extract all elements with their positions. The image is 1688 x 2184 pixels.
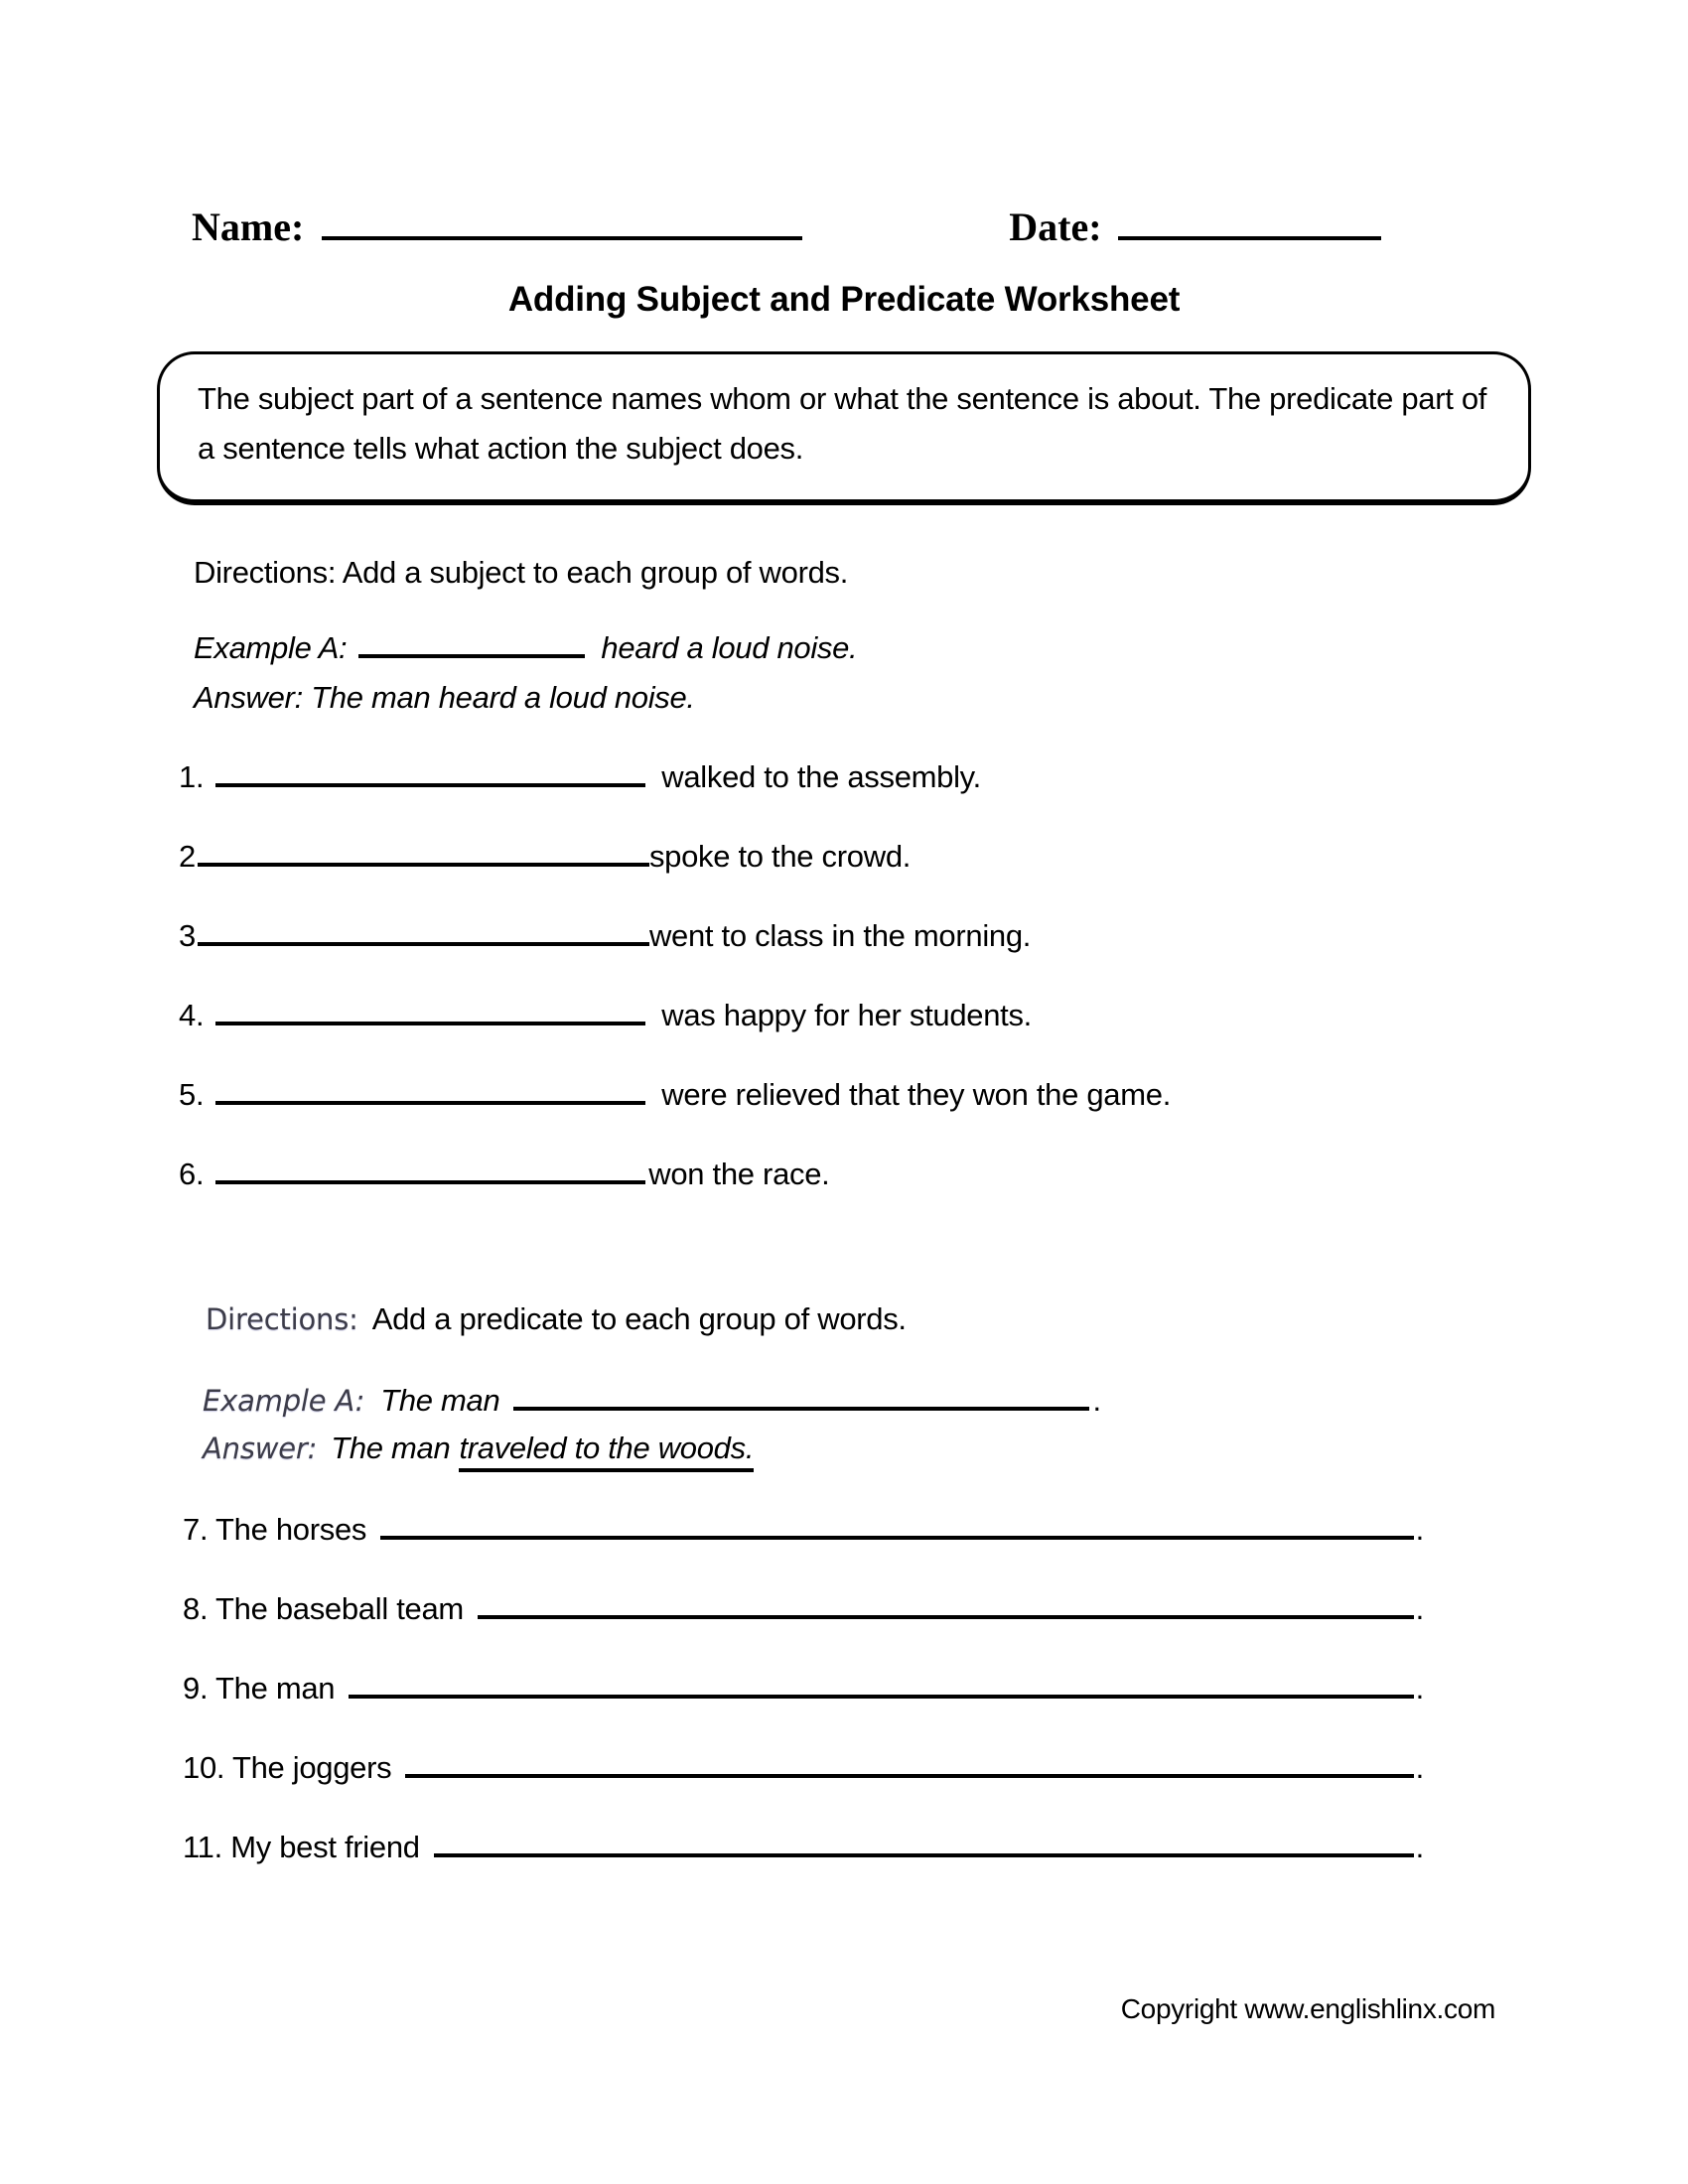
example-a-suffix: heard a loud noise. (601, 630, 858, 666)
item-text: was happy for her students. (661, 998, 1032, 1033)
example-blank (513, 1399, 1089, 1411)
copyright-text: Copyright www.englishlinx.com (1120, 1993, 1495, 2024)
item-label: 8. The baseball team (183, 1591, 464, 1627)
item-blank (405, 1766, 1413, 1778)
item-label: 7. The horses (183, 1512, 367, 1548)
item-text: won the race. (648, 1157, 830, 1192)
worksheet-item-11 (183, 1830, 1424, 1865)
worksheet-item-2 (179, 839, 1688, 875)
section1-directions: Directions: Add a subject to each group of words. (194, 555, 849, 591)
example-a-label: Example A: (203, 1384, 365, 1419)
page-title: Adding Subject and Predicate Worksheet (507, 280, 1181, 319)
item-blank (215, 1172, 645, 1184)
date-label: Date: (1009, 205, 1102, 249)
section2-example-line (203, 1383, 1688, 1419)
worksheet-item-7 (183, 1512, 1424, 1548)
item-number: 1. (179, 759, 205, 795)
worksheet-item-3 (179, 918, 1688, 954)
item-number: 6. (179, 1157, 205, 1192)
item-number: 4. (179, 998, 205, 1033)
example-text: The man (380, 1383, 500, 1419)
item-number: 3 (179, 918, 196, 954)
section1-answer-line: Answer: The man heard a loud noise. (194, 680, 695, 716)
item-blank (198, 855, 649, 867)
item-blank (215, 1093, 645, 1105)
definition-text: The subject part of a sentence names whom or what the sentence is about. The predicate part of a sentence tells what action the subject does. (198, 381, 1487, 467)
worksheet-item-1 (179, 759, 1688, 795)
item-blank (349, 1687, 1413, 1699)
section1-example-line (194, 630, 1688, 666)
item-text: went to class in the morning. (648, 918, 1032, 954)
item-number: 2 (179, 839, 196, 875)
section2-answer-line (203, 1431, 1688, 1472)
item-label: 9. The man (183, 1671, 336, 1706)
worksheet-item-6 (179, 1157, 1688, 1192)
name-label: Name: (192, 205, 305, 249)
answer-underlined-text: traveled to the woods. (459, 1431, 754, 1472)
item-period: . (1415, 1750, 1424, 1786)
item-period: . (1415, 1512, 1424, 1548)
item-number: 5. (179, 1077, 205, 1113)
item-period: . (1415, 1671, 1424, 1706)
item-label: 11. My best friend (183, 1830, 420, 1865)
worksheet-item-10 (183, 1750, 1424, 1786)
item-period: . (1415, 1591, 1424, 1627)
item-period: . (1415, 1830, 1424, 1865)
answer-text: The man (331, 1431, 451, 1466)
section2-directions-text: Add a predicate to each group of words. (371, 1301, 907, 1337)
item-blank (215, 1014, 645, 1025)
item-blank (478, 1607, 1414, 1619)
item-blank (380, 1528, 1414, 1540)
worksheet-item-5 (179, 1077, 1688, 1113)
name-blank (322, 228, 802, 240)
worksheet-item-9 (183, 1671, 1424, 1706)
header (192, 0, 1688, 250)
date-blank (1118, 228, 1381, 240)
section2-directions-label: Directions: (206, 1302, 358, 1337)
item-blank (215, 775, 645, 787)
definition-box (157, 351, 1531, 505)
item-blank (434, 1845, 1414, 1857)
worksheet-item-8 (183, 1591, 1424, 1627)
item-blank (198, 934, 649, 946)
item-text: walked to the assembly. (661, 759, 981, 795)
item-text: spoke to the crowd. (648, 839, 912, 875)
example-a-label: Example A: (194, 630, 348, 666)
item-label: 10. The joggers (183, 1750, 392, 1786)
example-period: . (1092, 1383, 1101, 1419)
answer-label: Answer: (203, 1432, 318, 1466)
worksheet-item-4 (179, 998, 1688, 1033)
item-text: were relieved that they won the game. (661, 1077, 1172, 1113)
example-a-blank (358, 646, 585, 658)
section2-directions (206, 1301, 1688, 1337)
